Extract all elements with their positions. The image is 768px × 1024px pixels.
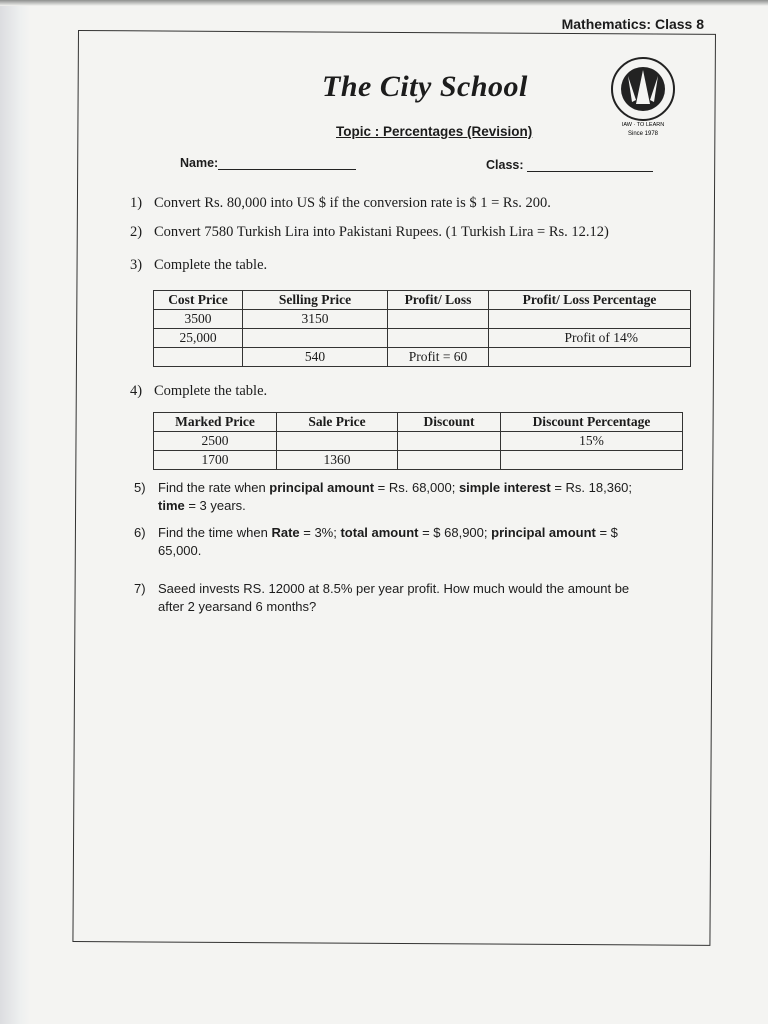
bold-term: total amount (340, 525, 419, 540)
table-cell: 3500 (154, 310, 243, 329)
bold-term: time (158, 498, 185, 513)
school-title: The City School (322, 70, 528, 103)
table-cell: Profit of 14% (489, 329, 691, 348)
class-blank[interactable] (527, 159, 653, 172)
topic-heading: Topic : Percentages (Revision) (336, 124, 533, 139)
question-text: = $ (595, 525, 618, 540)
table-cell: 1360 (277, 451, 398, 470)
question-number: 1) (130, 195, 143, 211)
bold-term: principal amount (491, 525, 596, 540)
table-cell[interactable] (501, 451, 683, 470)
table-cell: 1700 (154, 451, 277, 470)
table-cell[interactable] (489, 310, 691, 329)
table-cell[interactable] (243, 329, 388, 348)
table-cell[interactable] (154, 348, 243, 367)
bold-term: principal amount (269, 480, 375, 495)
table-cell[interactable] (489, 348, 691, 367)
logo-motto: IAW · TO LEARN (621, 122, 665, 128)
name-field[interactable] (180, 156, 356, 170)
question-text: = $ 68,900; (418, 525, 492, 540)
question-text: = Rs. 68,000; (374, 480, 459, 495)
table-cell: 540 (243, 348, 388, 367)
table-cell[interactable] (388, 329, 489, 348)
question-number: 6) (134, 525, 146, 540)
header-cell: Discount Percentage (501, 413, 683, 432)
question-text: Complete the table. (154, 257, 268, 273)
question-number: 7) (134, 581, 146, 596)
question-3 (130, 256, 267, 274)
school-logo (606, 56, 680, 138)
question-number: 5) (134, 480, 146, 495)
question-text: 65,000. (158, 543, 202, 558)
question-text: after 2 yearsand 6 months? (158, 599, 317, 614)
table-cell: 3150 (243, 310, 388, 329)
question-5 (134, 479, 694, 515)
table-cell[interactable] (398, 432, 501, 451)
table-cell: 15% (501, 432, 683, 451)
profit-loss-table (153, 290, 691, 367)
question-text: = 3%; (299, 525, 341, 540)
header-cell: Selling Price (243, 291, 388, 310)
name-label: Name: (180, 156, 219, 170)
question-7 (134, 580, 694, 616)
question-text: Convert 7580 Turkish Lira into Pakistani Rupees. (1 Turkish Lira = Rs. 12.12) (154, 224, 609, 240)
table-row (154, 310, 691, 329)
name-blank[interactable] (218, 157, 356, 170)
table-row (154, 432, 683, 451)
bold-term: simple interest (458, 480, 551, 495)
question-text: Complete the table. (154, 383, 268, 399)
header-cell: Profit/ Loss (388, 291, 489, 310)
question-6 (134, 524, 694, 560)
header-cell: Sale Price (277, 413, 398, 432)
question-text: Convert Rs. 80,000 into US $ if the conversion rate is $ 1 = Rs. 200. (154, 195, 551, 211)
header-cell: Cost Price (154, 291, 243, 310)
question-2 (130, 223, 609, 241)
discount-table (153, 412, 683, 470)
table-cell[interactable] (398, 451, 501, 470)
table-cell[interactable] (388, 310, 489, 329)
top-shadow (0, 0, 768, 6)
header-cell: Marked Price (154, 413, 277, 432)
question-text: Find the rate when (158, 480, 270, 495)
bold-term: Rate (271, 525, 300, 540)
table-row (154, 451, 683, 470)
question-4 (130, 382, 267, 400)
question-1 (130, 194, 551, 212)
question-number: 4) (130, 383, 143, 399)
question-text: = Rs. 18,360; (550, 480, 633, 495)
table-cell: 2500 (154, 432, 277, 451)
table-cell: 25,000 (154, 329, 243, 348)
header-cell: Discount (398, 413, 501, 432)
header-cell: Profit/ Loss Percentage (489, 291, 691, 310)
class-label: Class: (486, 158, 524, 172)
subject-heading: Mathematics: Class 8 (561, 16, 704, 32)
question-number: 3) (130, 257, 143, 273)
question-text: Saeed invests RS. 12000 at 8.5% per year profit. How much would the amount be (158, 581, 630, 596)
table-cell[interactable] (277, 432, 398, 451)
logo-since: Since 1978 (627, 131, 659, 137)
table-row (154, 329, 691, 348)
question-text: = 3 years. (184, 498, 246, 513)
question-text: Find the time when (158, 525, 272, 540)
table-row (154, 348, 691, 367)
class-field[interactable] (486, 158, 653, 172)
question-number: 2) (130, 224, 143, 240)
table-cell: Profit = 60 (388, 348, 489, 367)
paper-edge (0, 0, 30, 1024)
